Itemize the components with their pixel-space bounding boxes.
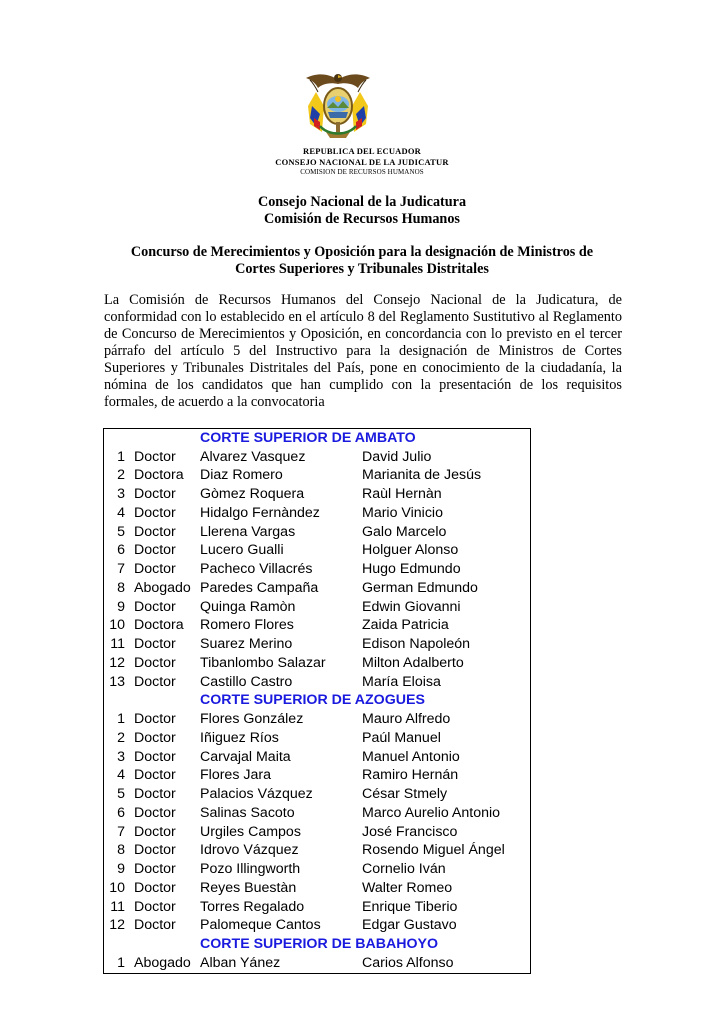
candidate-title: Abogado [134, 954, 191, 971]
candidate-given-names: Cornelio Iván [362, 861, 446, 878]
candidate-surname: Reyes Buestàn [200, 879, 297, 896]
candidate-title: Doctor [134, 523, 176, 540]
header-country: REPUBLICA DEL ECUADOR [302, 146, 422, 156]
candidate-surname: Tibanlombo Salazar [200, 654, 326, 671]
candidate-given-names: Edwin Giovanni [362, 598, 461, 615]
table-row [104, 898, 531, 917]
candidate-title: Doctora [134, 467, 184, 484]
candidate-number: 7 [117, 823, 125, 840]
candidate-surname: Diaz Romero [200, 467, 283, 484]
candidate-number: 3 [117, 486, 125, 503]
candidate-surname: Hidalgo Fernàndez [200, 504, 320, 521]
court-heading-spacer [104, 429, 135, 448]
candidate-given-names: Marianita de Jesús [362, 467, 482, 484]
candidate-given-names: Enrique Tiberio [362, 898, 458, 915]
candidate-title: Doctor [134, 861, 176, 878]
candidate-number: 7 [117, 561, 125, 578]
candidate-surname: Carvajal Maita [200, 748, 291, 765]
candidate-number: 6 [117, 804, 125, 821]
candidate-surname: Llerena Vargas [200, 523, 296, 540]
document-subtitle [0, 244, 724, 278]
candidate-surname: Salinas Sacoto [200, 804, 295, 821]
candidate-given-names: Marco Aurelio Antonio [362, 804, 501, 821]
table-row [104, 654, 531, 673]
candidate-surname: Castillo Castro [200, 673, 293, 690]
document-title [0, 194, 724, 228]
table-row [104, 485, 531, 504]
court-heading: CORTE SUPERIOR DE AZOGUES [200, 692, 425, 709]
candidate-number: 8 [117, 842, 125, 859]
candidate-title: Doctor [134, 748, 176, 765]
candidate-number: 4 [117, 767, 125, 784]
table-row [104, 579, 531, 598]
candidate-title: Doctor [134, 448, 176, 465]
candidate-title: Doctor [134, 654, 176, 671]
candidate-given-names: Walter Romeo [362, 879, 453, 896]
candidate-number: 1 [117, 954, 125, 971]
candidate-number: 13 [109, 673, 125, 690]
candidate-surname: Suarez Merino [200, 636, 293, 653]
court-heading-spacer [104, 692, 135, 711]
candidate-number: 2 [117, 729, 125, 746]
table-row [104, 523, 531, 542]
candidate-given-names: José Francisco [362, 823, 458, 840]
candidate-given-names: Holguer Alonso [362, 542, 459, 559]
candidate-title: Doctor [134, 673, 176, 690]
candidate-number: 9 [117, 598, 125, 615]
candidate-surname: Torres Regalado [200, 898, 305, 915]
candidate-given-names: Paúl Manuel [362, 729, 441, 746]
candidate-surname: Urgiles Campos [200, 823, 301, 840]
candidate-surname: Palomeque Cantos [200, 917, 321, 934]
candidate-given-names: Carios Alfonso [362, 954, 454, 971]
candidate-given-names: German Edmundo [362, 579, 478, 596]
candidate-surname: Pozo Illingworth [200, 861, 301, 878]
candidate-given-names: Zaida Patricia [362, 617, 449, 634]
candidate-given-names: Mauro Alfredo [362, 711, 451, 728]
candidate-given-names: María Eloisa [362, 673, 441, 690]
candidates-table [103, 428, 531, 974]
candidate-title: Doctor [134, 917, 176, 934]
candidate-surname: Quinga Ramòn [200, 598, 296, 615]
candidate-title: Doctor [134, 767, 176, 784]
subtitle-line-2: Cortes Superiores y Tribunales Distritales [235, 261, 489, 277]
court-heading: CORTE SUPERIOR DE BABAHOYO [200, 936, 439, 953]
candidate-number: 12 [109, 917, 125, 934]
candidate-title: Doctor [134, 879, 176, 896]
candidate-surname: Alban Yánez [200, 954, 281, 971]
candidate-title: Doctor [134, 729, 176, 746]
table-row [104, 729, 531, 748]
court-heading-spacer [134, 692, 200, 711]
table-row [104, 467, 531, 486]
candidate-surname: Alvarez Vasquez [200, 448, 306, 465]
candidate-title: Doctor [134, 711, 176, 728]
table-row [104, 504, 531, 523]
candidate-number: 5 [117, 786, 125, 803]
table-row [104, 673, 531, 692]
candidate-surname: Pacheco Villacrés [200, 561, 313, 578]
table-row [104, 710, 531, 729]
court-heading-spacer [134, 429, 200, 448]
candidate-given-names: Ramiro Hernán [362, 767, 459, 784]
candidate-given-names: Edison Napoleón [362, 636, 471, 653]
header-commission: COMISION DE RECURSOS HUMANOS [300, 168, 424, 176]
table-row [104, 823, 531, 842]
candidate-number: 12 [109, 654, 125, 671]
candidate-title: Doctor [134, 823, 176, 840]
table-row [104, 598, 531, 617]
candidate-number: 8 [117, 579, 125, 596]
candidate-surname: Romero Flores [200, 617, 294, 634]
candidate-given-names: Mario Vinicio [362, 504, 443, 521]
candidate-given-names: Hugo Edmundo [362, 561, 461, 578]
table-row [104, 448, 531, 467]
candidate-number: 6 [117, 542, 125, 559]
candidate-title: Doctor [134, 636, 176, 653]
table-row [104, 748, 531, 767]
candidate-title: Doctor [134, 561, 176, 578]
candidate-surname: Paredes Campaña [200, 579, 319, 596]
candidate-title: Abogado [134, 579, 191, 596]
candidate-number: 9 [117, 861, 125, 878]
court-heading-row [104, 935, 531, 954]
court-heading: CORTE SUPERIOR DE AMBATO [200, 429, 416, 446]
candidate-number: 2 [117, 467, 125, 484]
table-row [104, 542, 531, 561]
candidate-surname: Lucero Gualli [200, 542, 284, 559]
candidate-given-names: Raùl Hernàn [362, 486, 442, 503]
ecuador-coat-of-arms-icon [300, 66, 376, 142]
candidate-surname: Gòmez Roquera [200, 486, 305, 503]
candidate-number: 1 [117, 448, 125, 465]
title-line-2: Comisión de Recursos Humanos [264, 211, 460, 227]
candidate-given-names: Rosendo Miguel Ángel [362, 842, 505, 859]
table-row [104, 785, 531, 804]
candidate-surname: Flores Jara [200, 767, 271, 784]
table-row [104, 879, 531, 898]
subtitle-line-1: Concurso de Merecimientos y Oposición para la designación de Ministros de [130, 244, 594, 260]
candidate-title: Doctor [134, 542, 176, 559]
candidate-number: 1 [117, 711, 125, 728]
intro-paragraph: La Comisión de Recursos Humanos del Consejo Nacional de la Judicatura, de conformidad con lo establecido en el artículo 8 del Reglamento Sustitutivo al Reglamento de Concurso de Merecimientos y Oposición, en concordancia con lo previsto en el tercer párrafo del artículo 5 del Instructivo para la designación de Ministros de Cortes Superiores y Tribunales Distritales del País, pone en conocimiento de la ciudadanía, la nómina de los candidatos que han cumplido con la presentación de los requisitos formales, de acuerdo a la convocatoria [104, 292, 622, 410]
candidate-title: Doctor [134, 786, 176, 803]
table-row [104, 954, 531, 973]
candidate-given-names: Galo Marcelo [362, 523, 447, 540]
candidate-title: Doctor [134, 504, 176, 521]
candidate-surname: Palacios Vázquez [200, 786, 313, 803]
candidate-number: 10 [109, 617, 125, 634]
candidate-given-names: Milton Adalberto [362, 654, 464, 671]
candidate-number: 5 [117, 523, 125, 540]
candidate-title: Doctor [134, 598, 176, 615]
table-row [104, 917, 531, 936]
candidate-given-names: César Stmely [362, 786, 448, 803]
candidate-title: Doctor [134, 486, 176, 503]
candidate-number: 3 [117, 748, 125, 765]
candidate-surname: Iñiguez Ríos [200, 729, 279, 746]
candidate-given-names: David Julio [362, 448, 432, 465]
candidate-title: Doctor [134, 898, 176, 915]
candidate-surname: Idrovo Vázquez [200, 842, 299, 859]
candidate-surname: Flores González [200, 711, 304, 728]
candidate-number: 11 [110, 898, 125, 915]
court-heading-spacer [104, 935, 135, 954]
table-row [104, 617, 531, 636]
table-row [104, 767, 531, 786]
candidate-title: Doctora [134, 617, 184, 634]
table-row [104, 804, 531, 823]
candidate-number: 10 [109, 879, 125, 896]
table-row [104, 842, 531, 861]
table-row [104, 560, 531, 579]
candidates-table-body [104, 429, 531, 974]
court-heading-spacer [134, 935, 200, 954]
header-council: CONSEJO NACIONAL DE LA JUDICATUR [275, 157, 449, 167]
court-heading-row [104, 692, 531, 711]
candidate-given-names: Edgar Gustavo [362, 917, 457, 934]
court-heading-row [104, 429, 531, 448]
candidate-number: 11 [110, 636, 125, 653]
candidate-number: 4 [117, 504, 125, 521]
candidate-given-names: Manuel Antonio [362, 748, 460, 765]
table-row [104, 635, 531, 654]
candidate-title: Doctor [134, 804, 176, 821]
table-row [104, 860, 531, 879]
candidate-title: Doctor [134, 842, 176, 859]
title-line-1: Consejo Nacional de la Judicatura [257, 194, 467, 210]
